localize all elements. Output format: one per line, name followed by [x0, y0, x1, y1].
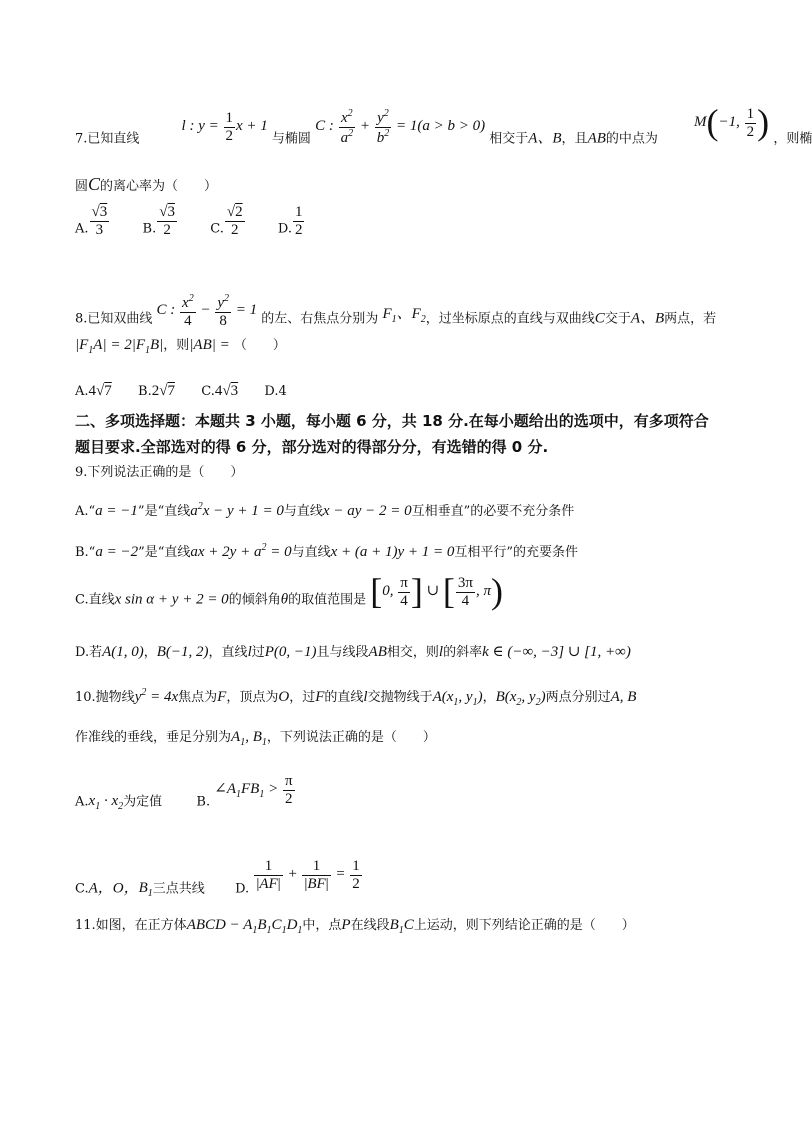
q8-options: A.4√7 B.2√7 C.4√3 D.4	[75, 383, 287, 399]
q9-option-b: B.“a = −2”是“直线ax + $2y + a^2 = 0$与直线x + (a + 1)y + 1 = 0互相平行”的充要条件	[75, 542, 579, 560]
q10-line1: 10.抛物线$y^2 = 4x$焦点为F，顶点为O，过F的直线l交抛物线于$A(x_1$, $y_1$)，$B(x_2$, $y_2$)两点分别过A, B	[75, 687, 637, 708]
q9-option-a: A.“a = −1”是“直线$a^2x - y + 1 = 0$与直线x − ay − 2 = 0互相垂直”的必要不充分条件	[75, 501, 575, 519]
q9-stem: 9.下列说法正确的是（ ）	[75, 465, 244, 480]
q9-option-d: D.若A(1, 0)，B(−1, 2)，直线l过P(0, −1)且与线段AB相交，则l的斜率k ∈ (−∞, −3] ∪ [1, +∞)	[75, 644, 631, 660]
q11-line1: 11.如图，在正方体ABCD − $A_1B_1C_1D_1$中，点P在线段$B_1C$上运动，则下列结论正确的是（ ）	[75, 917, 635, 936]
q7-options: A. $\frac{√3}{3}$ B. $\frac{√3}{2}$ C. $\frac{√2}{2}$ D. $\frac{1}{2}$	[75, 204, 303, 238]
section2-heading-line2: 题目要求.全部选对的得 6 分，部分选对的得部分分，有选错的得 0 分.	[75, 438, 549, 456]
q7-line2: 圆C的离心率为（ ）	[75, 174, 218, 194]
q7-line1: 7.已知直线 l : y = $\frac{1}{2}$ x + 1 与椭圆 C : $\frac{x^2}{a^2}$ + $\frac{y^2}{b^2}$ = 1(a > b > 0) 相交于A、B，且AB的中点为 M(−1, $\frac{1}{2}$ ) ，则椭	[75, 102, 812, 147]
q10-options-cd: C.A，O，$B_1$三点共线 D. $\frac{1}{|AF|}$ + $\frac{1}{|BF|}$ = $\frac{1}{2}$	[75, 858, 360, 900]
q8-line1: 8.已知双曲线 C : $\frac{x^2}{4}$ − $\frac{y^2}{8}$ = 1 的左、右焦点分别为 $F_1$、$F_2$，过坐标原点的直线与双曲线C交于A、B两点，若	[75, 293, 717, 329]
q10-line2: 作准线的垂线，垂足分别为$A_1$, $B_1$，下列说法正确的是（ ）	[75, 729, 436, 748]
q8-line2: $|F_1A| = 2|F_1B|$，则|AB| = （ ）	[75, 337, 286, 356]
q9-option-c: C.直线x sin α + y + 2 = 0的倾斜角θ的取值范围是 [0, $\frac{\pi}{4}$ ] ∪ [ $\frac{3\pi}{4}$ , π)	[75, 571, 503, 612]
q10-options-ab: $A.x_1 \cdot x_2$为定值 B. $\angle A_1FB_1$ > $\frac{\pi}{2}$	[75, 773, 293, 813]
section2-heading-line1: 二、多项选择题：本题共 3 小题，每小题 6 分，共 18 分.在每小题给出的选项中，有多项符合	[75, 412, 709, 430]
